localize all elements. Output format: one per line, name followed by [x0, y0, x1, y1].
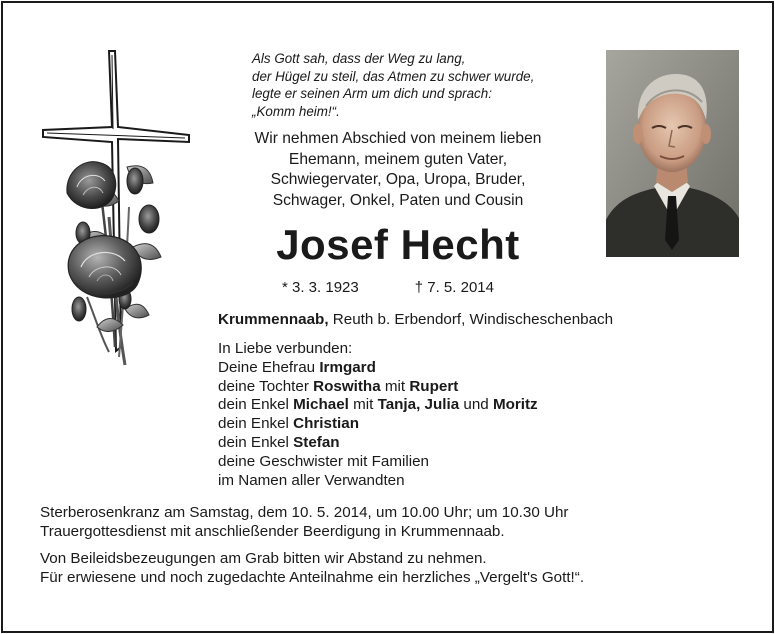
- mourner-connector: mit: [348, 396, 378, 414]
- mourner-relation: Deine Ehefrau: [218, 358, 320, 376]
- intro-line: Schwiegervater, Opa, Uropa, Bruder,: [270, 171, 526, 189]
- mourner-connector: mit: [380, 377, 410, 395]
- mourner-name: Moritz: [492, 396, 538, 414]
- mourners-heading: In Liebe verbunden:: [218, 340, 353, 357]
- mourner-relation: dein Enkel: [218, 433, 294, 451]
- mourner-line: im Namen aller Verwandten: [218, 471, 405, 489]
- main-place: Krummennaab,: [218, 311, 329, 328]
- service-line: Sterberosenkranz am Samstag, dem 10. 5. 2014, um 10.00 Uhr; um 10.30 Uhr: [40, 504, 569, 521]
- mourner-relation: dein Enkel: [218, 396, 294, 414]
- closing-line: Für erwiesene und noch zugedachte Anteilnahme ein herzliches „Vergelt's Gott!“.: [40, 569, 585, 586]
- mourner-name: Rupert: [409, 377, 459, 395]
- closing-line: Von Beileidsbezeugungen am Grab bitten wir Abstand zu nehmen.: [40, 550, 487, 567]
- service-info: [40, 503, 740, 541]
- birth-date: * 3. 3. 1923: [282, 279, 359, 296]
- mourner-connector: und: [459, 396, 493, 414]
- mourner-line: [218, 359, 538, 378]
- obituary-frame: [1, 1, 774, 633]
- death-date: † 7. 5. 2014: [414, 279, 494, 296]
- mourner-name: Tanja, Julia: [377, 396, 460, 414]
- mourner-line: [218, 378, 538, 397]
- quote-line: Als Gott sah, dass der Weg zu lang,: [252, 51, 466, 66]
- memorial-quote: [252, 50, 592, 120]
- cross-with-roses-icon: [39, 47, 195, 373]
- life-dates: [282, 277, 494, 299]
- quote-line: der Hügel zu steil, das Atmen zu schwer wurde,: [252, 68, 535, 84]
- mourner-name: Irmgard: [319, 358, 376, 376]
- intro-line: Ehemann, meinem guten Vater,: [288, 150, 508, 168]
- places-line: [218, 309, 613, 331]
- mourner-line: [218, 396, 538, 415]
- farewell-intro: [208, 129, 588, 211]
- deceased-name: Josef Hecht: [276, 221, 520, 268]
- mourner-line: deine Geschwister mit Familien: [218, 452, 430, 470]
- intro-line: Schwager, Onkel, Paten und Cousin: [272, 191, 524, 209]
- mourner-name: Stefan: [293, 433, 340, 451]
- quote-line: legte er seinen Arm um dich und sprach:: [252, 86, 492, 101]
- mourner-relation: deine Tochter: [218, 377, 314, 395]
- mourner-line: [218, 434, 538, 453]
- intro-line: Wir nehmen Abschied von meinem lieben: [254, 130, 542, 147]
- quote-line: „Komm heim!“.: [252, 103, 340, 119]
- portrait-photo: [606, 50, 739, 257]
- mourner-relation: dein Enkel: [218, 415, 294, 433]
- mourner-name: Michael: [293, 396, 349, 414]
- mourner-name: Roswitha: [313, 377, 381, 395]
- service-line: Trauergottesdienst mit anschließender Beerdigung in Krummennaab.: [40, 523, 505, 540]
- mourner-name: Christian: [293, 415, 359, 433]
- mourner-line: [218, 415, 538, 434]
- mourners-list: [218, 340, 538, 490]
- closing-note: [40, 549, 740, 587]
- other-places: Reuth b. Erbendorf, Windischeschenbach: [328, 311, 614, 328]
